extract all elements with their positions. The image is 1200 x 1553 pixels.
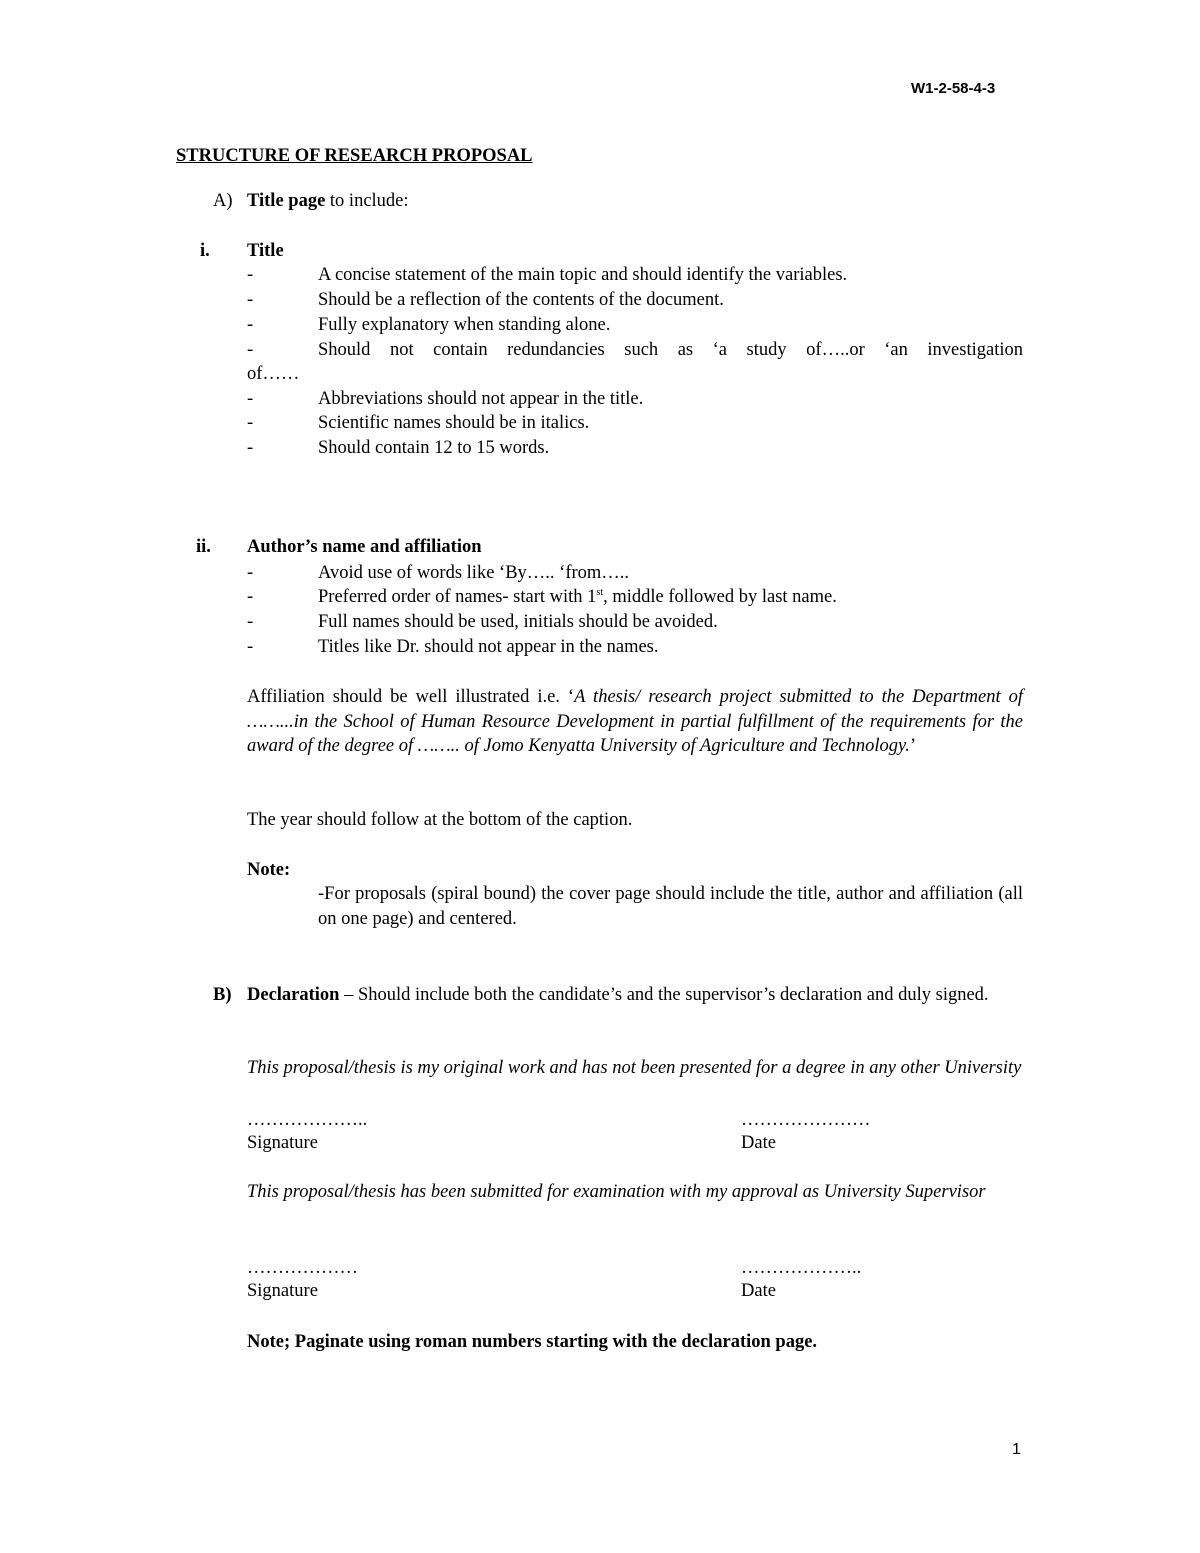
year-instruction: The year should follow at the bottom of the caption. <box>247 810 633 830</box>
author-bullet-2 <box>318 585 837 610</box>
sub-ii-numeral: ii. <box>196 537 211 557</box>
title-bullet-4-continuation: of…… <box>247 364 300 384</box>
supervisor-date-label: Date <box>741 1281 776 1301</box>
sub-ii-heading: Author’s name and affiliation <box>247 537 482 557</box>
section-b-heading <box>247 983 1023 1008</box>
bullet-dash: - <box>247 637 254 657</box>
bullet-dash: - <box>247 587 254 607</box>
bullet-dash: - <box>247 315 254 335</box>
bullet-dash: - <box>247 290 254 310</box>
note-label: Note: <box>247 860 291 880</box>
affiliation-lead: Affiliation should be well illustrated i.e. ‘ <box>247 687 575 707</box>
section-a-heading <box>247 189 409 214</box>
section-a-heading-rest: to include: <box>325 191 409 211</box>
ordinal-superscript: st <box>596 586 604 598</box>
section-b-heading-rest: – Should include both the candidate’s and the supervisor’s declaration and duly signed. <box>339 985 989 1005</box>
bullet-dash: - <box>247 389 254 409</box>
page-number: 1 <box>1012 1441 1021 1458</box>
title-bullet-2: Should be a reflection of the contents of the document. <box>318 290 724 310</box>
author-bullet-4: Titles like Dr. should not appear in the names. <box>318 637 659 657</box>
document-code: W1-2-58-4-3 <box>911 80 996 97</box>
section-a-heading-bold: Title page <box>247 191 326 211</box>
sub-i-heading: Title <box>247 241 284 261</box>
bullet-dash: - <box>247 438 254 458</box>
supervisor-signature-line: ……………… <box>247 1258 358 1278</box>
title-bullet-6: Scientific names should be in italics. <box>318 413 590 433</box>
bullet-dash: - <box>247 612 254 632</box>
title-bullet-7: Should contain 12 to 15 words. <box>318 438 550 458</box>
section-a-letter: A) <box>213 191 233 211</box>
sub-i-numeral: i. <box>200 241 210 261</box>
bullet-dash: - <box>247 413 254 433</box>
candidate-statement: This proposal/thesis is my original work and has not been presented for a degree in any other University <box>247 1058 1022 1078</box>
candidate-signature-label: Signature <box>247 1133 318 1153</box>
bullet-dash: - <box>247 265 254 285</box>
candidate-date-label: Date <box>741 1133 776 1153</box>
bullet-dash: - <box>247 340 254 360</box>
pagination-note: Note; Paginate using roman numbers starting with the declaration page. <box>247 1332 818 1352</box>
title-bullet-5: Abbreviations should not appear in the title. <box>318 389 644 409</box>
author-bullet-2-rest: , middle followed by last name. <box>603 587 837 607</box>
title-bullet-4: Should not contain redundancies such as ‘a study of…..or ‘an investigation <box>318 340 1023 360</box>
page-title: STRUCTURE OF RESEARCH PROPOSAL <box>176 146 533 166</box>
author-bullet-2-lead: Preferred order of names- start with 1 <box>318 587 597 607</box>
author-bullet-1: Avoid use of words like ‘By….. ‘from….. <box>318 563 630 583</box>
section-b-letter: B) <box>213 985 232 1005</box>
candidate-signature-line: ……………….. <box>247 1110 368 1130</box>
supervisor-date-line: ……………….. <box>741 1258 862 1278</box>
author-bullet-3: Full names should be used, initials should be avoided. <box>318 612 718 632</box>
affiliation-example: A thesis/ research project submitted to the Department of ……...in the School of Human Resource Development in partial fulfillment of the requirements for the award of the degree of …….. of Jomo Kenyatta University of Agriculture and Technology. <box>247 687 1024 756</box>
title-bullet-3: Fully explanatory when standing alone. <box>318 315 611 335</box>
section-b-heading-bold: Declaration <box>247 985 340 1005</box>
supervisor-signature-label: Signature <box>247 1281 318 1301</box>
candidate-date-line: ………………… <box>741 1110 871 1130</box>
title-bullet-1: A concise statement of the main topic and should identify the variables. <box>318 265 848 285</box>
affiliation-close-quote: ’ <box>909 736 917 756</box>
bullet-dash: - <box>247 563 254 583</box>
note-text: -For proposals (spiral bound) the cover page should include the title, author and affiliation (all on one page) and centered. <box>318 884 1023 929</box>
supervisor-statement: This proposal/thesis has been submitted for examination with my approval as University Supervisor <box>247 1182 986 1202</box>
affiliation-paragraph <box>247 685 1023 759</box>
